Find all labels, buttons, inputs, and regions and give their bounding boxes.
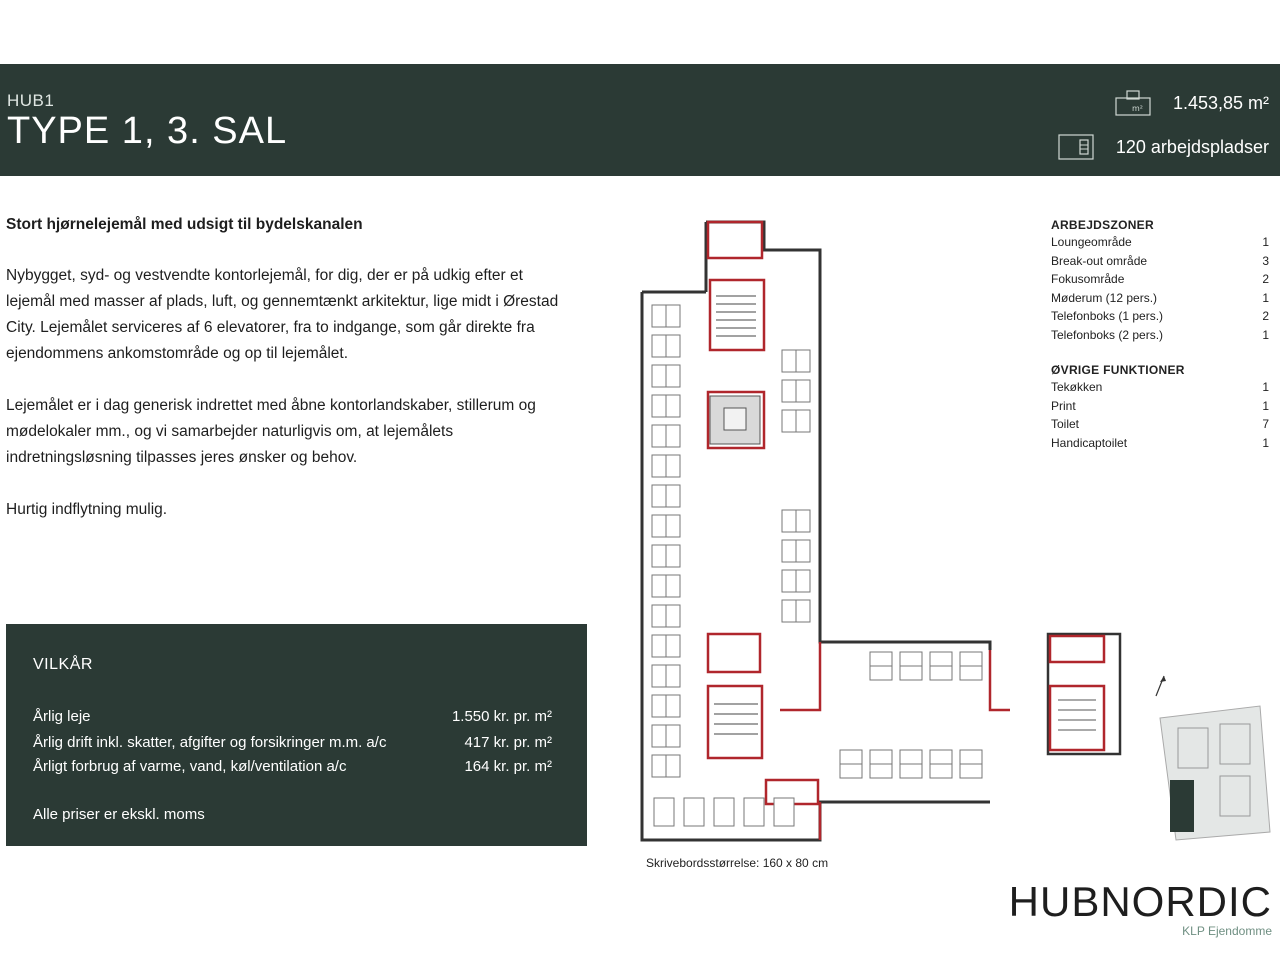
functions-heading: ØVRIGE FUNKTIONER xyxy=(1051,363,1185,377)
locator-map xyxy=(1150,672,1276,852)
plan-stair-core xyxy=(714,296,758,734)
legend-row xyxy=(1051,291,1269,310)
terms-label: Årlig drift inkl. skatter, afgifter og forsikringer m.m. a/c xyxy=(33,734,387,751)
terms-value: 1.550 kr. pr. m² xyxy=(451,708,552,725)
terms-label: Årlig leje xyxy=(33,708,91,725)
area-stat xyxy=(1115,90,1269,116)
legend-count: 1 xyxy=(1262,327,1269,342)
floor-area-icon xyxy=(1115,90,1153,116)
floor-plan xyxy=(630,210,1050,870)
brand-name: HUBNORDIC xyxy=(1008,878,1272,925)
legend-row xyxy=(1051,328,1269,347)
legend-label: Handicaptoilet xyxy=(1051,435,1128,450)
terms-label: Årligt forbrug af varme, vand, køl/ventilation a/c xyxy=(33,758,347,775)
plan-desks xyxy=(652,305,982,826)
legend-row xyxy=(1051,380,1269,399)
east-core-plan xyxy=(1040,630,1130,760)
legend-label: Print xyxy=(1051,398,1076,413)
terms-row-consumption xyxy=(33,758,552,775)
legend-label: Tekøkken xyxy=(1051,380,1103,394)
desk-size-note: Skrivebordsstørrelse: 160 x 80 cm xyxy=(646,856,829,870)
legend-count: 2 xyxy=(1262,309,1269,323)
legend-label: Telefonboks (1 pers.) xyxy=(1051,309,1164,323)
workplaces-stat xyxy=(1058,134,1269,160)
legend-count: 3 xyxy=(1262,253,1269,268)
legend-count: 2 xyxy=(1262,272,1269,286)
legend-label: Telefonboks (2 pers.) xyxy=(1051,327,1164,342)
legend-label: Break-out område xyxy=(1051,253,1148,268)
terms-box xyxy=(6,624,587,846)
svg-text:m²: m² xyxy=(1131,104,1143,113)
legend-row xyxy=(1051,309,1269,328)
legend-count: 1 xyxy=(1262,380,1269,394)
legend-row xyxy=(1051,235,1269,254)
hub-label: HUB1 xyxy=(7,91,55,110)
legend-count: 1 xyxy=(1262,398,1269,413)
legend-count: 1 xyxy=(1262,235,1269,249)
zones-heading: ARBEJDSZONER xyxy=(1051,218,1154,232)
area-value: 1.453,85 m² xyxy=(1172,92,1269,113)
plan-walls xyxy=(642,222,990,840)
intro-paragraph-1: Nybygget, syd- og vestvendte kontorlejemål, for dig, der er på udkig efter et lejemål med masser af plads, luft, og gennemtænkt arkitektur, lige midt i Ørestad City. Lejemålet serviceres af 6 elevatorer, fra to indgange, som går direkte fra ejendommens ankomstområde og op til lejemålet. xyxy=(6,267,559,362)
brand-subtitle: KLP Ejendomme xyxy=(1182,924,1272,938)
page-title: TYPE 1, 3. SAL xyxy=(7,110,288,152)
north-arrow-icon xyxy=(1156,676,1166,696)
terms-value: 164 kr. pr. m² xyxy=(464,758,552,775)
workplaces-value: 120 arbejdspladser xyxy=(1115,136,1269,157)
legend xyxy=(1051,218,1269,454)
intro-text xyxy=(6,212,576,549)
legend-row xyxy=(1051,436,1269,455)
legend-count: 1 xyxy=(1262,290,1269,305)
intro-heading: Stort hjørnelejemål med udsigt til bydelskanalen xyxy=(6,216,363,233)
terms-title: VILKÅR xyxy=(33,656,93,673)
legend-row xyxy=(1051,272,1269,291)
terms-row-operation xyxy=(33,734,552,751)
terms-value: 417 kr. pr. m² xyxy=(464,734,552,751)
legend-row xyxy=(1051,417,1269,436)
legend-count: 7 xyxy=(1262,417,1269,431)
legend-row xyxy=(1051,399,1269,418)
legend-row xyxy=(1051,254,1269,273)
legend-label: Toilet xyxy=(1051,417,1080,431)
terms-row-rent xyxy=(33,708,552,725)
brand-logo xyxy=(1009,878,1272,938)
legend-count: 1 xyxy=(1262,435,1269,450)
legend-label: Fokusområde xyxy=(1051,272,1125,286)
terms-note: Alle priser er ekskl. moms xyxy=(33,806,205,823)
plan-structure-red xyxy=(708,222,1010,840)
desk-icon xyxy=(1058,134,1096,160)
legend-label: Møderum (12 pers.) xyxy=(1051,290,1158,305)
legend-label: Loungeområde xyxy=(1051,235,1132,249)
plan-meeting-room xyxy=(710,396,760,444)
intro-paragraph-2: Lejemålet er i dag generisk indrettet med åbne kontorlandskaber, stillerum og mødelokaler mm., og vi samarbejder naturligvis om, at lejemålets indretningsløsning tilpasses jeres ønsker og behov. xyxy=(6,397,536,466)
intro-paragraph-3: Hurtig indflytning mulig. xyxy=(6,501,168,518)
header-bar xyxy=(0,64,1280,176)
